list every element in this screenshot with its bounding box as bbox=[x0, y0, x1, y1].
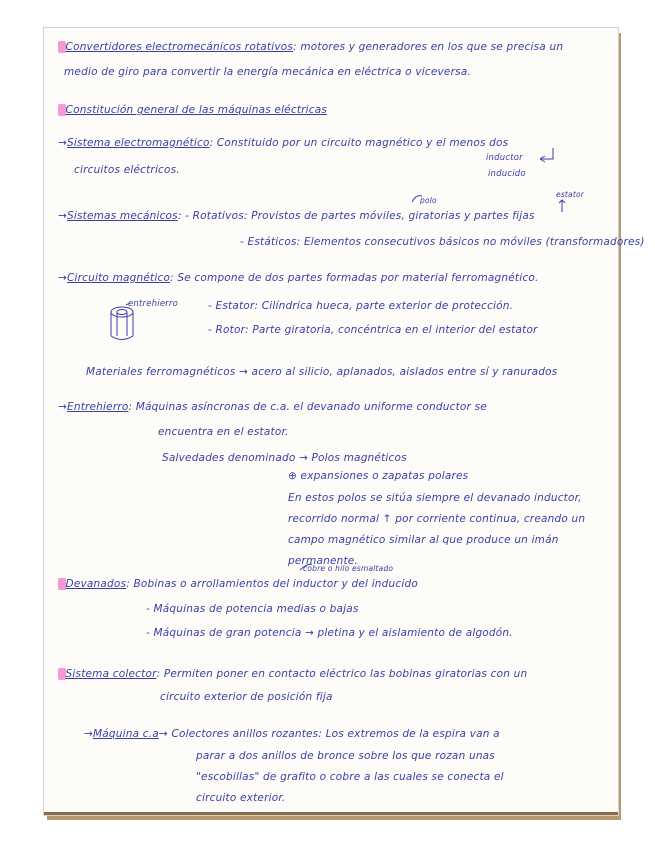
note-line: permanente. bbox=[288, 555, 358, 567]
section-heading: Sistemas mecánicos bbox=[67, 210, 178, 222]
section-heading: Máquina c.a bbox=[93, 728, 159, 740]
note-line: Materiales ferromagnéticos → acero al silicio, aplanados, aislados entre sí y ranurados bbox=[86, 366, 558, 378]
section-heading: Sistema electromagnético bbox=[67, 137, 210, 149]
note-line: circuito exterior de posición fija bbox=[160, 691, 333, 703]
curved-arrow-icon bbox=[300, 564, 312, 570]
note-text: : Bobinas o arrollamientos del inductor y del inducido bbox=[126, 578, 418, 590]
note-text: : Constituido por un circuito magnético y el menos dos bbox=[209, 137, 509, 149]
arrow-icon: → bbox=[58, 137, 67, 149]
side-note: inductor bbox=[486, 153, 523, 163]
note-text: : Máquinas asíncronas de c.a. el devanado uniforme conductor se bbox=[128, 401, 487, 413]
note-text: : Permiten poner en contacto eléctrico las bobinas giratorias con un bbox=[156, 668, 528, 680]
pointer-line bbox=[126, 303, 130, 305]
note-line: - Máquinas de potencia medias o bajas bbox=[146, 603, 359, 615]
note-line: - Estáticos: Elementos consecutivos básicos no móviles (transformadores) bbox=[240, 236, 645, 248]
side-note: inducido bbox=[488, 169, 526, 179]
side-note: cobre o hilo esmaltado bbox=[303, 564, 394, 573]
diagram-label: entrehierro bbox=[128, 299, 179, 309]
side-note: polo bbox=[420, 196, 437, 205]
section-heading: Sistema colector bbox=[65, 668, 157, 680]
note-line: - Rotor: Parte giratoria, concéntrica en el interior del estator bbox=[208, 324, 538, 336]
arrow-icon: → bbox=[84, 728, 93, 740]
note-line: parar a dos anillos de bronce sobre los que rozan unas bbox=[196, 750, 495, 762]
side-note: estator bbox=[556, 190, 585, 199]
note-text: → Colectores anillos rozantes: Los extremos de la espira van a bbox=[158, 728, 500, 740]
note-line: recorrido normal ↑ por corriente continua, creando un bbox=[288, 513, 586, 525]
section-heading: Convertidores electromecánicos rotativos bbox=[65, 41, 294, 53]
note-line: ⊕ expansiones o zapatas polares bbox=[288, 470, 469, 482]
section-heading: Constitución general de las máquinas eléctricas bbox=[65, 104, 328, 116]
cylinder-diagram-icon bbox=[111, 307, 133, 340]
note-line: encuentra en el estator. bbox=[158, 426, 289, 438]
note-line: En estos polos se sitúa siempre el devanado inductor, bbox=[288, 492, 582, 504]
note-text: : motores y generadores en los que se precisa un bbox=[293, 41, 564, 53]
note-line: Salvedades denominado → Polos magnéticos bbox=[162, 452, 407, 464]
arrow-icon: → bbox=[58, 210, 67, 222]
note-line: - Estator: Cilíndrica hueca, parte exterior de protección. bbox=[208, 300, 514, 312]
note-line: circuitos eléctricos. bbox=[74, 164, 180, 176]
section-heading: Circuito magnético bbox=[67, 272, 171, 284]
note-text: : Se compone de dos partes formadas por material ferromagnético. bbox=[170, 272, 539, 284]
note-line: medio de giro para convertir la energía mecánica en eléctrica o viceversa. bbox=[64, 66, 471, 78]
section-heading: Entrehierro bbox=[67, 401, 129, 413]
arrow-icon: → bbox=[58, 272, 67, 284]
section-heading: Devanados bbox=[65, 578, 127, 590]
note-line: "escobillas" de grafito o cobre a las cuales se conecta el bbox=[196, 771, 504, 783]
curved-arrow-icon bbox=[412, 196, 422, 202]
arrow-icon: → bbox=[58, 401, 67, 413]
note-line: - Máquinas de gran potencia → pletina y el aislamiento de algodón. bbox=[146, 627, 513, 639]
note-line: circuito exterior. bbox=[196, 792, 286, 804]
note-line: campo magnético similar al que produce un imán bbox=[288, 534, 559, 546]
note-text: : - Rotativos: Provistos de partes móviles, giratorias y partes fijas bbox=[177, 210, 535, 222]
